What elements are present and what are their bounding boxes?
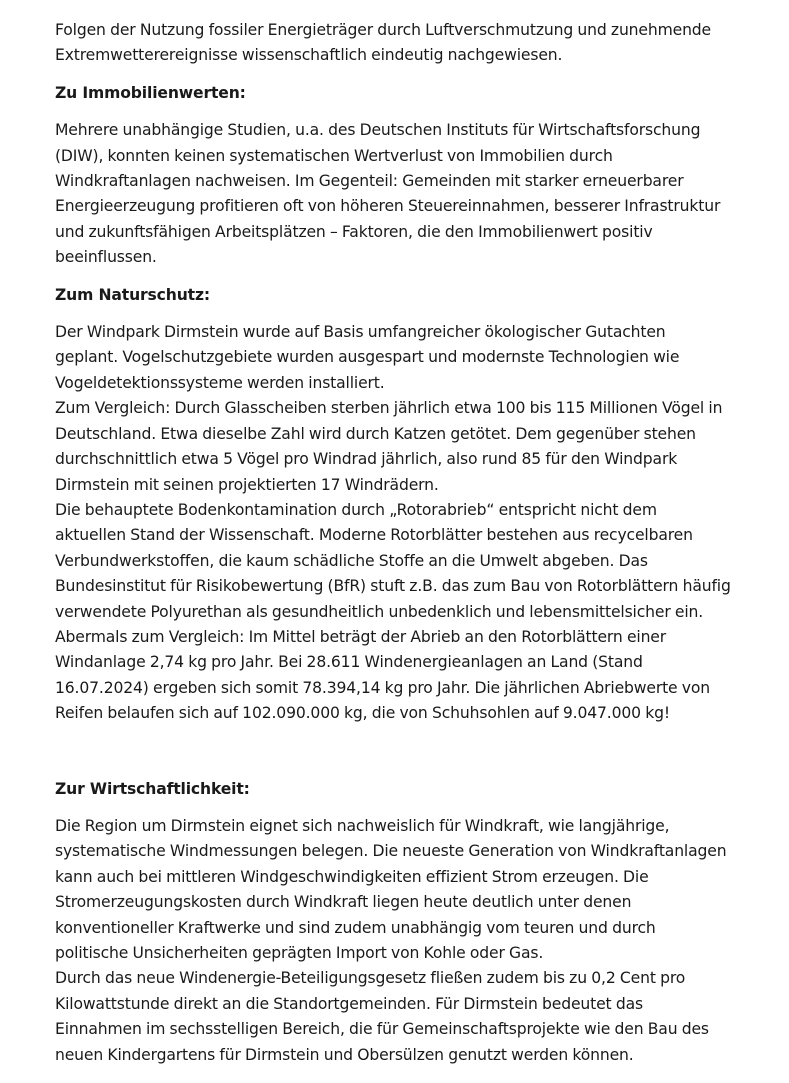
text-line: politische Unsicherheiten geprägten Import von Kohle oder Gas. (55, 944, 544, 962)
text-line: Verbundwerkstoffen, die kaum schädliche Stoffe an die Umwelt abgeben. Das (55, 551, 648, 570)
text-line: Einnahmen im sechsstelligen Bereich, die für Gemeinschaftsprojekte wie den Bau des (55, 1020, 709, 1039)
text-line: Stromerzeugungskosten durch Windkraft liegen heute deutlich unter denen (55, 893, 632, 912)
text-line: Reifen belaufen sich auf 102.090.000 kg, die von Schuhsohlen auf 9.047.000 kg! (55, 704, 670, 723)
text-line: kann auch bei mittleren Windgeschwindigkeiten effizient Strom erzeugen. Die (55, 867, 649, 886)
text-line: Folgen der Nutzung fossiler Energieträger durch Luftverschmutzung und zunehmende (55, 21, 711, 39)
intro-paragraph (55, 18, 745, 69)
text-line: geplant. Vogelschutzgebiete wurden ausgespart und modernste Technologien wie (55, 348, 680, 367)
text-line: Windanlage 2,74 kg pro Jahr. Bei 28.611 Windenergieanlagen an Land (Stand (55, 653, 643, 672)
section-heading-immobilien: Zu Immobilienwerten: (55, 83, 246, 102)
text-line: systematische Windmessungen belegen. Die neueste Generation von Windkraftanlagen (55, 842, 727, 861)
text-line: Bundesinstitut für Risikobewertung (BfR) stuft z.B. das zum Bau von Rotorblättern häufig (55, 577, 731, 596)
text-line: verwendete Polyurethan als gesundheitlich unbedenklich und lebensmittelsicher ein. (55, 602, 704, 621)
naturschutz-paragraph (55, 320, 745, 727)
text-line: Abermals zum Vergleich: Im Mittel beträgt der Abrieb an den Rotorblättern einer (55, 627, 667, 646)
text-line: (DIW), konnten keinen systematischen Wertverlust von Immobilien durch (55, 146, 613, 165)
text-line: beeinflussen. (55, 248, 157, 267)
text-line: Zum Vergleich: Durch Glasscheiben sterben jährlich etwa 100 bis 115 Millionen Vögel in (55, 399, 723, 418)
section-heading-wirtschaft: Zur Wirtschaftlichkeit: (55, 779, 250, 798)
text-line: Dirmstein mit seinen projektierten 17 Windrädern. (55, 475, 439, 494)
text-line: Deutschland. Etwa dieselbe Zahl wird durch Katzen getötet. Dem gegenüber stehen (55, 424, 696, 443)
text-line: Die Region um Dirmstein eignet sich nachweislich für Windkraft, wie langjährige, (55, 816, 670, 835)
immobilien-paragraph (55, 118, 745, 270)
section-heading-naturschutz: Zum Naturschutz: (55, 285, 210, 304)
text-line: aktuellen Stand der Wissenschaft. Moderne Rotorblätter bestehen aus recycelbaren (55, 526, 693, 545)
text-line: und zukunftsfähigen Arbeitsplätzen – Faktoren, die den Immobilienwert positiv (55, 222, 653, 241)
text-line: Windkraftanlagen nachweisen. Im Gegenteil: Gemeinden mit starker erneuerbarer (55, 172, 684, 191)
text-line: Kilowattstunde direkt an die Standortgemeinden. Für Dirmstein bedeutet das (55, 994, 643, 1013)
text-line: konventioneller Kraftwerke und sind zudem unabhängig vom teuren und durch (55, 918, 656, 937)
text-line: durchschnittlich etwa 5 Vögel pro Windrad jährlich, also rund 85 für den Windpark (55, 450, 678, 469)
text-line: Extremwetterereignisse wissenschaftlich eindeutig nachgewiesen. (55, 46, 563, 65)
wirtschaft-paragraph (55, 814, 745, 1068)
document-page (55, 18, 745, 1068)
text-line: Der Windpark Dirmstein wurde auf Basis umfangreicher ökologischer Gutachten (55, 323, 666, 342)
text-line: Vogeldetektionssysteme werden installiert. (55, 373, 385, 392)
text-line: Durch das neue Windenergie-Beteiligungsgesetz fließen zudem bis zu 0,2 Cent pro (55, 969, 686, 988)
text-line: Mehrere unabhängige Studien, u.a. des Deutschen Instituts für Wirtschaftsforschung (55, 121, 701, 140)
text-line: Die behauptete Bodenkontamination durch „Rotorabrieb“ entspricht nicht dem (55, 500, 657, 519)
text-line: 16.07.2024) ergeben sich somit 78.394,14 kg pro Jahr. Die jährlichen Abriebwerte von (55, 678, 711, 697)
text-line: neuen Kindergartens für Dirmstein und Obersülzen genutzt werden können. (55, 1045, 634, 1064)
text-line: Energieerzeugung profitieren oft von höheren Steuereinnahmen, besserer Infrastruktur (55, 197, 721, 216)
